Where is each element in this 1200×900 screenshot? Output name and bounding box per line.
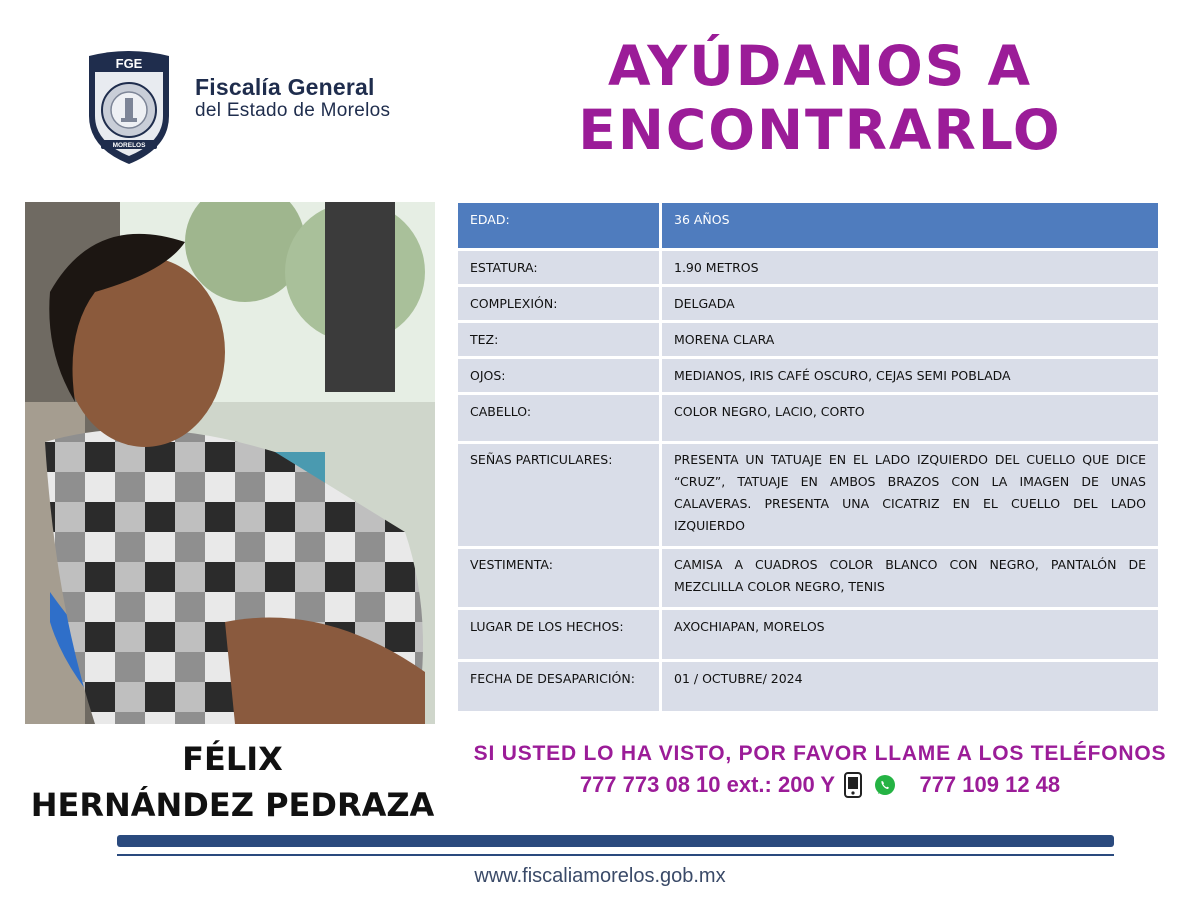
person-last-names: HERNÁNDEZ PEDRAZA xyxy=(30,786,435,824)
detail-label: LUGAR DE LOS HECHOS: xyxy=(458,610,662,659)
detail-value: COLOR NEGRO, LACIO, CORTO xyxy=(662,395,1158,441)
details-row-clothing xyxy=(458,549,1158,607)
contact-callout xyxy=(470,740,1170,799)
footer-divider-thin xyxy=(117,854,1114,856)
organization-name xyxy=(195,74,390,122)
details-row-age xyxy=(458,203,1158,248)
person-first-name: FÉLIX xyxy=(182,740,283,778)
missing-person-photo xyxy=(25,202,435,724)
badge-acronym: FGE xyxy=(115,56,143,71)
detail-label: OJOS: xyxy=(458,359,662,392)
detail-value: PRESENTA UN TATUAJE EN EL LADO IZQUIERDO DEL CUELLO QUE DICE “CRUZ”, TATUAJE EN AMBOS BRAZOS CON LA IMAGEN DE UNAS CALAVERAS. PRESENTA UNA CICATRIZ EN EL CUELLO DEL LADO IZQUIERDO xyxy=(662,444,1158,546)
detail-label: COMPLEXIÓN: xyxy=(458,287,662,320)
detail-value: MORENA CLARA xyxy=(662,323,1158,356)
details-row-date xyxy=(458,662,1158,711)
org-name-line1: Fiscalía General xyxy=(195,74,375,100)
detail-label: VESTIMENTA: xyxy=(458,549,662,607)
org-name-line2: del Estado de Morelos xyxy=(195,100,391,121)
details-table xyxy=(458,200,1158,714)
whatsapp-icon xyxy=(874,774,896,796)
detail-value: AXOCHIAPAN, MORELOS xyxy=(662,610,1158,659)
detail-label: ESTATURA: xyxy=(458,251,662,284)
detail-value: DELGADA xyxy=(662,287,1158,320)
contact-phones xyxy=(470,770,1170,799)
details-row-build xyxy=(458,287,1158,320)
details-row-marks xyxy=(458,444,1158,546)
phone-number-1: 777 773 08 10 ext.: 200 Y xyxy=(579,772,836,798)
headline-line1: AYÚDANOS A xyxy=(607,34,1033,98)
fge-badge-icon xyxy=(83,48,175,166)
person-name xyxy=(30,736,435,828)
detail-value: 01 / OCTUBRE/ 2024 xyxy=(662,662,1158,711)
footer-divider-thick xyxy=(117,835,1114,847)
details-row-complexion xyxy=(458,323,1158,356)
details-row-hair xyxy=(458,395,1158,441)
detail-label: FECHA DE DESAPARICIÓN: xyxy=(458,662,662,711)
detail-label: EDAD: xyxy=(458,203,662,248)
detail-label: CABELLO: xyxy=(458,395,662,441)
badge-state: MORELOS xyxy=(112,142,146,149)
phone-number-2: 777 109 12 48 xyxy=(919,772,1061,798)
detail-value: 36 AÑOS xyxy=(662,203,1158,248)
details-row-eyes xyxy=(458,359,1158,392)
detail-value: 1.90 METROS xyxy=(662,251,1158,284)
footer-website-link[interactable]: www.fiscaliamorelos.gob.mx xyxy=(474,865,726,887)
detail-value: MEDIANOS, IRIS CAFÉ OSCURO, CEJAS SEMI POBLADA xyxy=(662,359,1158,392)
detail-value: CAMISA A CUADROS COLOR BLANCO CON NEGRO, PANTALÓN DE MEZCLILLA COLOR NEGRO, TENIS xyxy=(662,549,1158,607)
phone-icon xyxy=(844,772,862,798)
detail-label: TEZ: xyxy=(458,323,662,356)
headline-line2: ENCONTRARLO xyxy=(578,98,1062,162)
detail-label: SEÑAS PARTICULARES: xyxy=(458,444,662,546)
contact-prompt: SI USTED LO HA VISTO, POR FAVOR LLAME A LOS TELÉFONOS xyxy=(473,742,1167,765)
details-row-height xyxy=(458,251,1158,284)
details-row-location xyxy=(458,610,1158,659)
headline xyxy=(480,34,1160,162)
